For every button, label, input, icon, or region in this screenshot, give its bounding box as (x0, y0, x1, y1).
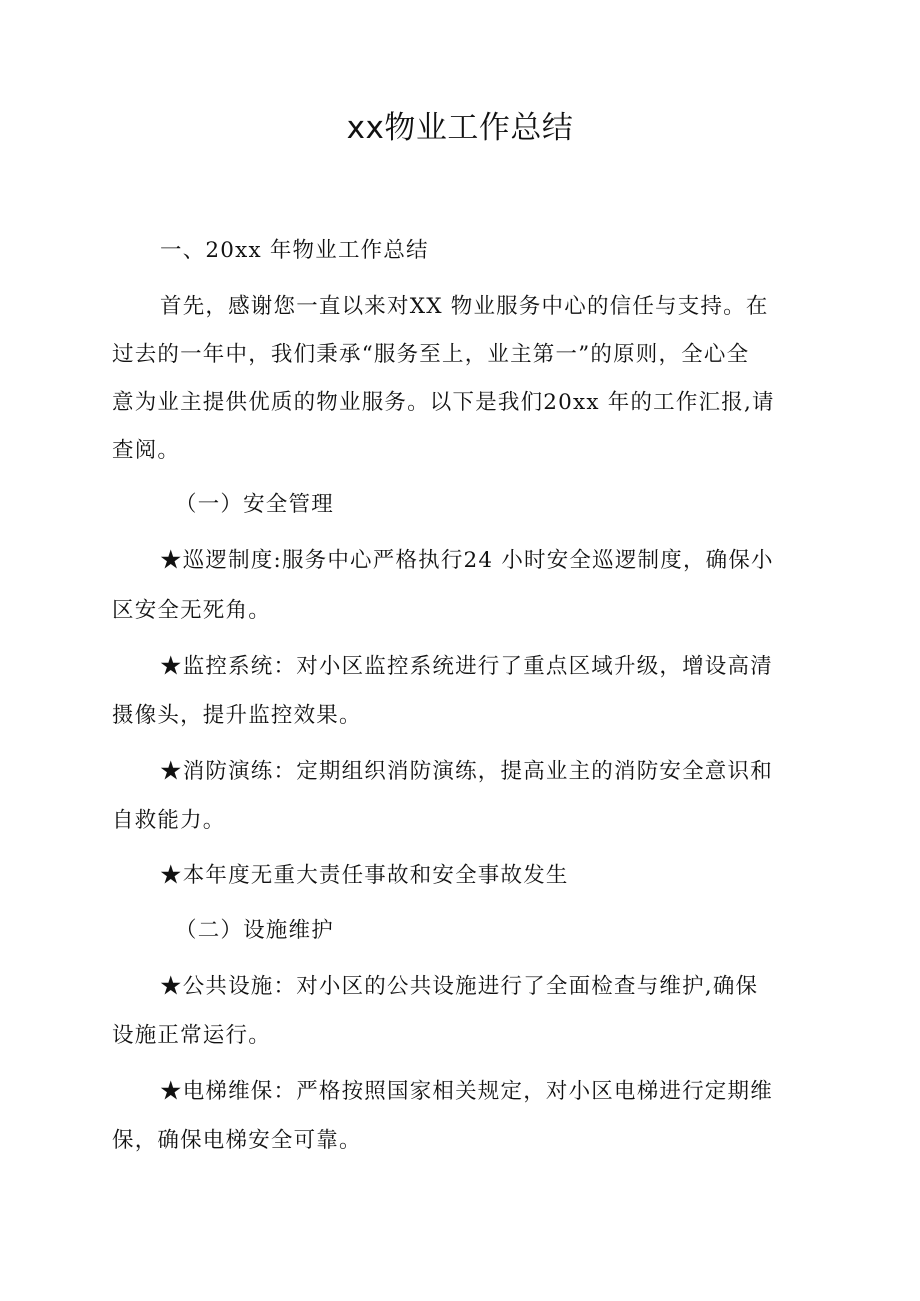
safety-item-monitoring-line-1: ★监控系统：对小区监控系统进行了重点区域升级，增设高清 (160, 654, 773, 679)
facility-item-elevator-line-1: ★电梯维保：严格按照国家相关规定，对小区电梯进行定期维 (160, 1079, 773, 1104)
intro-line-2: 过去的一年中，我们秉承“服务至上，业主第一”的原则，全心全 (112, 342, 750, 367)
intro-line-4: 查阅。 (112, 438, 181, 463)
safety-item-no-accidents: ★本年度无重大责任事故和安全事故发生 (160, 863, 569, 888)
safety-item-fire-drill-line-2: 自救能力。 (112, 808, 226, 833)
facility-item-public-line-1: ★公共设施：对小区的公共设施进行了全面检查与维护,确保 (160, 974, 759, 999)
intro-line-3: 意为业主提供优质的物业服务。以下是我们20xx 年的工作汇报,请 (112, 390, 775, 415)
subsection-heading-facilities: （二）设施维护 (175, 918, 334, 943)
safety-item-patrol-line-2: 区安全无死角。 (112, 598, 271, 623)
safety-item-fire-drill-line-1: ★消防演练：定期组织消防演练，提高业主的消防安全意识和 (160, 759, 773, 784)
section-heading: 一、20xx 年物业工作总结 (160, 238, 429, 263)
subsection-heading-safety: （一）安全管理 (175, 492, 334, 517)
safety-item-patrol-line-1: ★巡逻制度:服务中心严格执行24 小时安全巡逻制度，确保小 (160, 548, 774, 573)
intro-line-1: 首先，感谢您一直以来对XX 物业服务中心的信任与支持。在 (160, 294, 769, 319)
safety-item-monitoring-line-2: 摄像头，提升监控效果。 (112, 703, 362, 728)
document-title: xx物业工作总结 (346, 110, 574, 146)
facility-item-elevator-line-2: 保，确保电梯安全可靠。 (112, 1128, 362, 1153)
facility-item-public-line-2: 设施正常运行。 (112, 1023, 271, 1048)
